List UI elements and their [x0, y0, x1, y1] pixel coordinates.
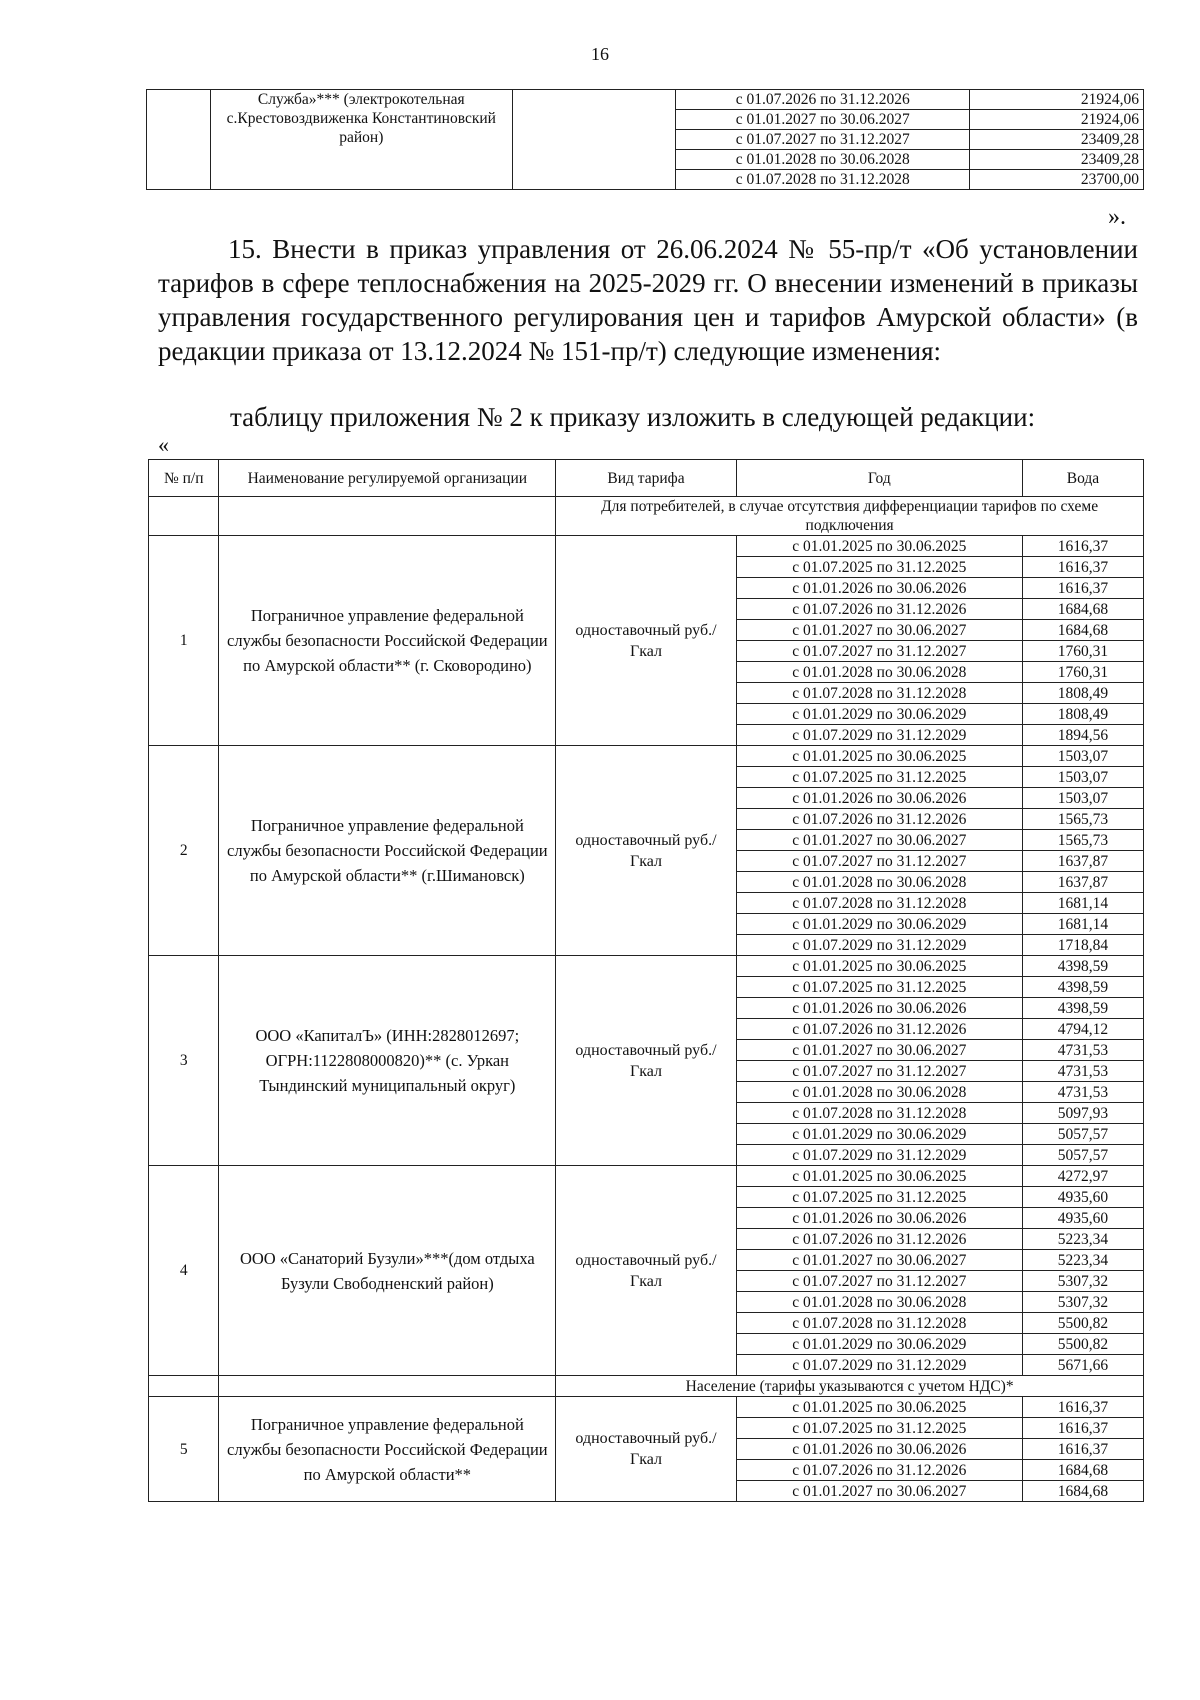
water-value-cell: 4794,12: [1022, 1019, 1143, 1040]
water-value-cell: 5223,34: [1022, 1250, 1143, 1271]
water-value-cell: 5500,82: [1022, 1334, 1143, 1355]
water-value-cell: 1616,37: [1022, 536, 1143, 557]
period-cell: с 01.07.2027 по 31.12.2027: [736, 641, 1022, 662]
water-value-cell: 5223,34: [1022, 1229, 1143, 1250]
water-value-cell: 4272,97: [1022, 1166, 1143, 1187]
header-year: Год: [736, 460, 1022, 497]
section-empty-cell: [219, 1376, 556, 1397]
period-cell: с 01.07.2026 по 31.12.2026: [736, 809, 1022, 830]
period-cell: с 01.01.2028 по 30.06.2028: [736, 1292, 1022, 1313]
header-num: № п/п: [149, 460, 219, 497]
water-value-cell: 1565,73: [1022, 809, 1143, 830]
water-value-cell: 1637,87: [1022, 872, 1143, 893]
water-value-cell: 5307,32: [1022, 1292, 1143, 1313]
opening-quote: «: [158, 432, 169, 457]
paragraph-table-intro: таблицу приложения № 2 к приказу изложить в следующей редакции:: [230, 402, 1036, 432]
tariff-type: одноставочный руб./Гкал: [556, 746, 737, 956]
period-cell: с 01.07.2025 по 31.12.2025: [736, 557, 1022, 578]
period-cell: с 01.07.2025 по 31.12.2025: [736, 1187, 1022, 1208]
organization-name: Пограничное управление федеральной службы безопасности Российской Федерации по Амурской области** (г. Сковородино): [219, 536, 556, 746]
period-cell: с 01.01.2027 по 30.06.2027: [736, 620, 1022, 641]
water-value-cell: 5057,57: [1022, 1124, 1143, 1145]
water-value-cell: 1503,07: [1022, 746, 1143, 767]
water-value-cell: 1684,68: [1022, 599, 1143, 620]
water-value-cell: 1616,37: [1022, 578, 1143, 599]
value-cell: 23700,00: [970, 170, 1144, 190]
water-value-cell: 4935,60: [1022, 1187, 1143, 1208]
period-cell: с 01.01.2028 по 30.06.2028: [736, 1082, 1022, 1103]
tariff-type: одноставочный руб./Гкал: [556, 1166, 737, 1376]
row-number: 5: [149, 1397, 219, 1502]
organization-name: ООО «Санаторий Бузули»***(дом отдыха Бузули Свободненский район): [219, 1166, 556, 1376]
period-cell: с 01.01.2025 по 30.06.2025: [736, 956, 1022, 977]
period-cell: с 01.07.2028 по 31.12.2028: [676, 170, 970, 190]
row-number: 4: [149, 1166, 219, 1376]
table-header-row: [149, 460, 1144, 497]
row-number: 3: [149, 956, 219, 1166]
period-cell: с 01.01.2026 по 30.06.2026: [736, 998, 1022, 1019]
water-value-cell: 1616,37: [1022, 557, 1143, 578]
water-value-cell: 4731,53: [1022, 1040, 1143, 1061]
water-value-cell: 1503,07: [1022, 788, 1143, 809]
period-cell: с 01.01.2029 по 30.06.2029: [736, 914, 1022, 935]
water-value-cell: 1616,37: [1022, 1397, 1143, 1418]
table-row: [149, 1166, 1144, 1187]
organization-name: ООО «КапиталЪ» (ИНН:2828012697; ОГРН:1122808000820)** (с. Уркан Тындинский муниципальный округ): [219, 956, 556, 1166]
water-value-cell: 1565,73: [1022, 830, 1143, 851]
water-value-cell: 1681,14: [1022, 914, 1143, 935]
water-value-cell: 4731,53: [1022, 1082, 1143, 1103]
table-row: [147, 90, 1144, 110]
value-cell: 21924,06: [970, 110, 1144, 130]
period-cell: с 01.01.2028 по 30.06.2028: [676, 150, 970, 170]
table-row: [149, 746, 1144, 767]
tariff-type: одноставочный руб./Гкал: [556, 956, 737, 1166]
water-value-cell: 1684,68: [1022, 620, 1143, 641]
header-org: Наименование регулируемой организации: [219, 460, 556, 497]
section-row: [149, 497, 1144, 536]
period-cell: с 01.07.2026 по 31.12.2026: [736, 1460, 1022, 1481]
water-value-cell: 1681,14: [1022, 893, 1143, 914]
period-cell: с 01.07.2026 по 31.12.2026: [676, 90, 970, 110]
organization-name: Пограничное управление федеральной службы безопасности Российской Федерации по Амурской области**: [219, 1397, 556, 1502]
period-cell: с 01.07.2029 по 31.12.2029: [736, 725, 1022, 746]
row-number: 1: [149, 536, 219, 746]
tariff-table: [148, 459, 1144, 1502]
value-cell: 23409,28: [970, 130, 1144, 150]
water-value-cell: 4935,60: [1022, 1208, 1143, 1229]
tariff-type-cell: [512, 90, 676, 190]
continued-tariff-table: [146, 89, 1144, 190]
period-cell: с 01.01.2026 по 30.06.2026: [736, 578, 1022, 599]
header-tariff-type: Вид тарифа: [556, 460, 737, 497]
section-empty-cell: [149, 497, 219, 536]
period-cell: с 01.07.2029 по 31.12.2029: [736, 935, 1022, 956]
section-empty-cell: [219, 497, 556, 536]
water-value-cell: 1684,68: [1022, 1481, 1143, 1502]
num-cell: [147, 90, 211, 190]
paragraph-15: 15. Внести в приказ управления от 26.06.2024 № 55-пр/т «Об установлении тарифов в сфере теплоснабжения на 2025-2029 гг. О внесении изменений в приказы управления государственного регулирования цен и тарифов Амурской области» (в редакции приказа от 13.12.2024 № 151-пр/т) следующие изменения:: [158, 234, 1138, 366]
period-cell: с 01.01.2027 по 30.06.2027: [736, 1040, 1022, 1061]
water-value-cell: 5307,32: [1022, 1271, 1143, 1292]
period-cell: с 01.07.2026 по 31.12.2026: [736, 599, 1022, 620]
water-value-cell: 5057,57: [1022, 1145, 1143, 1166]
period-cell: с 01.07.2026 по 31.12.2026: [736, 1019, 1022, 1040]
period-cell: с 01.07.2027 по 31.12.2027: [736, 1271, 1022, 1292]
water-value-cell: 1616,37: [1022, 1439, 1143, 1460]
period-cell: с 01.01.2029 по 30.06.2029: [736, 704, 1022, 725]
period-cell: с 01.01.2029 по 30.06.2029: [736, 1334, 1022, 1355]
value-cell: 23409,28: [970, 150, 1144, 170]
period-cell: с 01.07.2025 по 31.12.2025: [736, 1418, 1022, 1439]
section-title-population: Население (тарифы указываются с учетом НДС)*: [556, 1376, 1144, 1397]
period-cell: с 01.07.2026 по 31.12.2026: [736, 1229, 1022, 1250]
period-cell: с 01.01.2026 по 30.06.2026: [736, 788, 1022, 809]
water-value-cell: 5500,82: [1022, 1313, 1143, 1334]
header-water: Вода: [1022, 460, 1143, 497]
water-value-cell: 1760,31: [1022, 641, 1143, 662]
period-cell: с 01.07.2029 по 31.12.2029: [736, 1355, 1022, 1376]
organization-name: Пограничное управление федеральной службы безопасности Российской Федерации по Амурской области** (г.Шимановск): [219, 746, 556, 956]
tariff-type: одноставочный руб./Гкал: [556, 1397, 737, 1502]
period-cell: с 01.01.2027 по 30.06.2027: [736, 1250, 1022, 1271]
water-value-cell: 4731,53: [1022, 1061, 1143, 1082]
period-cell: с 01.07.2028 по 31.12.2028: [736, 1103, 1022, 1124]
water-value-cell: 1894,56: [1022, 725, 1143, 746]
water-value-cell: 4398,59: [1022, 977, 1143, 998]
water-value-cell: 1684,68: [1022, 1460, 1143, 1481]
water-value-cell: 1718,84: [1022, 935, 1143, 956]
period-cell: с 01.01.2028 по 30.06.2028: [736, 662, 1022, 683]
period-cell: с 01.01.2025 по 30.06.2025: [736, 536, 1022, 557]
page-number: 16: [591, 44, 609, 64]
water-value-cell: 1503,07: [1022, 767, 1143, 788]
period-cell: с 01.07.2027 по 31.12.2027: [676, 130, 970, 150]
row-number: 2: [149, 746, 219, 956]
section-row: [149, 1376, 1144, 1397]
period-cell: с 01.07.2027 по 31.12.2027: [736, 851, 1022, 872]
table-row: [149, 536, 1144, 557]
period-cell: с 01.07.2025 по 31.12.2025: [736, 977, 1022, 998]
period-cell: с 01.07.2027 по 31.12.2027: [736, 1061, 1022, 1082]
period-cell: с 01.01.2025 по 30.06.2025: [736, 1166, 1022, 1187]
period-cell: с 01.01.2027 по 30.06.2027: [736, 1481, 1022, 1502]
period-cell: с 01.01.2025 по 30.06.2025: [736, 1397, 1022, 1418]
period-cell: с 01.07.2029 по 31.12.2029: [736, 1145, 1022, 1166]
water-value-cell: 1808,49: [1022, 704, 1143, 725]
section-title-consumers: Для потребителей, в случае отсутствия дифференциации тарифов по схеме подключения: [556, 497, 1144, 536]
water-value-cell: 4398,59: [1022, 998, 1143, 1019]
table-row: [149, 1397, 1144, 1418]
period-cell: с 01.07.2028 по 31.12.2028: [736, 1313, 1022, 1334]
period-cell: с 01.07.2028 по 31.12.2028: [736, 683, 1022, 704]
tariff-type: одноставочный руб./Гкал: [556, 536, 737, 746]
period-cell: с 01.01.2025 по 30.06.2025: [736, 746, 1022, 767]
table-row: [149, 956, 1144, 977]
water-value-cell: 1760,31: [1022, 662, 1143, 683]
period-cell: с 01.01.2027 по 30.06.2027: [736, 830, 1022, 851]
value-cell: 21924,06: [970, 90, 1144, 110]
org-name-cell: Служба»*** (электрокотельная с.Крестовоздвиженка Константиновский район): [210, 90, 512, 190]
period-cell: с 01.07.2028 по 31.12.2028: [736, 893, 1022, 914]
period-cell: с 01.01.2026 по 30.06.2026: [736, 1439, 1022, 1460]
water-value-cell: 1808,49: [1022, 683, 1143, 704]
period-cell: с 01.01.2028 по 30.06.2028: [736, 872, 1022, 893]
water-value-cell: 1637,87: [1022, 851, 1143, 872]
closing-quote: ».: [1108, 204, 1126, 230]
water-value-cell: 5671,66: [1022, 1355, 1143, 1376]
section-empty-cell: [149, 1376, 219, 1397]
period-cell: с 01.07.2025 по 31.12.2025: [736, 767, 1022, 788]
period-cell: с 01.01.2026 по 30.06.2026: [736, 1208, 1022, 1229]
water-value-cell: 4398,59: [1022, 956, 1143, 977]
water-value-cell: 1616,37: [1022, 1418, 1143, 1439]
period-cell: с 01.01.2027 по 30.06.2027: [676, 110, 970, 130]
water-value-cell: 5097,93: [1022, 1103, 1143, 1124]
period-cell: с 01.01.2029 по 30.06.2029: [736, 1124, 1022, 1145]
